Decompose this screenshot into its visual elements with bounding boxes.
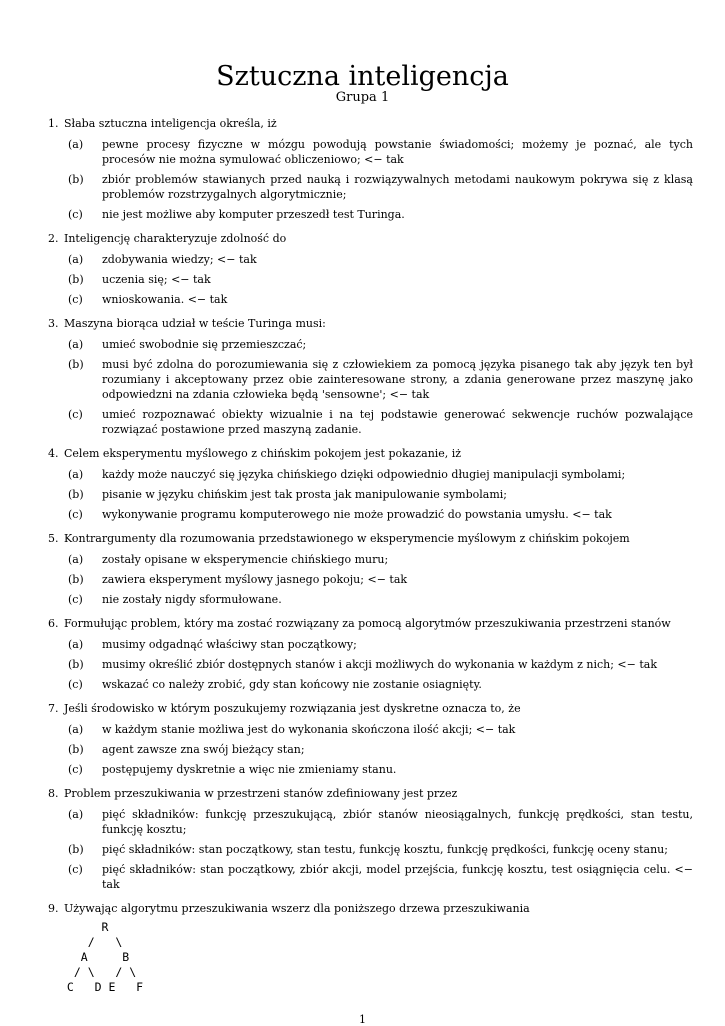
option-label: (a)	[68, 138, 84, 151]
answer-option	[64, 862, 693, 892]
option-label: (a)	[68, 468, 84, 481]
question-number: 3.	[48, 317, 59, 330]
page-title: Sztuczna inteligencja	[216, 61, 509, 92]
question-number: 7.	[48, 702, 59, 715]
answer-options	[64, 552, 693, 607]
option-text: wnioskowania. <− tak	[102, 293, 228, 306]
answer-option	[64, 272, 693, 287]
answer-option	[64, 467, 693, 482]
option-text: pięć składników: funkcję przeszukującą, zbiór stanów nieosiągalnych, funkcję prędkości, stan testu, funkcję kosztu;	[102, 808, 693, 836]
option-label: (b)	[68, 173, 84, 186]
option-text: pewne procesy fizyczne w mózgu powodują powstanie świadomości; możemy je poznać, ale tych procesów nie można symulować obliczeniowo; <− tak	[102, 138, 693, 166]
answer-option	[64, 762, 693, 777]
question-list	[48, 116, 693, 925]
answer-options	[64, 722, 693, 777]
answer-option	[64, 677, 693, 692]
answer-option	[64, 722, 693, 737]
option-text: musi być zdolna do porozumiewania się z człowiekiem za pomocą języka pisanego tak aby język ten był rozumiany i akceptowany przez obie zainteresowane strony, a zdania generowane przez maszynę jako odpowiedzni na zdania człowieka będą 'sensowne'; <− tak	[102, 358, 693, 401]
option-text: musimy odgadnąć właściwy stan początkowy;	[102, 638, 357, 651]
option-label: (a)	[68, 253, 84, 266]
option-label: (b)	[68, 658, 84, 671]
question-text: Jeśli środowisko w którym poszukujemy rozwiązania jest dyskretne oznacza to, że	[64, 702, 521, 715]
option-label: (b)	[68, 743, 84, 756]
answer-option	[64, 592, 693, 607]
option-label: (a)	[68, 553, 84, 566]
answer-option	[64, 407, 693, 437]
question-item	[48, 901, 693, 916]
question-number: 9.	[48, 902, 59, 915]
option-text: pięć składników: stan początkowy, zbiór akcji, model przejścia, funkcję kosztu, test osiągnięcia celu. <− tak	[102, 863, 693, 891]
option-label: (c)	[68, 863, 83, 876]
question-item	[48, 231, 693, 307]
option-text: nie jest możliwe aby komputer przeszedł test Turinga.	[102, 208, 405, 221]
question-number: 4.	[48, 447, 59, 460]
answer-options	[64, 637, 693, 692]
question-text: Formułując problem, który ma zostać rozwiązany za pomocą algorytmów przeszukiwania przestrzeni stanów	[64, 617, 671, 630]
answer-option	[64, 742, 693, 757]
option-text: każdy może nauczyć się języka chińskiego dzięki odpowiednio długiej manipulacji symbolami;	[102, 468, 626, 481]
option-label: (c)	[68, 408, 83, 421]
question-number: 1.	[48, 117, 59, 130]
option-text: umieć rozpoznawać obiekty wizualnie i na tej podstawie generować sekwencje ruchów pozwalające rozwiązać postawione przed maszyną zadanie.	[102, 408, 693, 436]
option-label: (c)	[68, 678, 83, 691]
option-label: (c)	[68, 763, 83, 776]
option-text: postępujemy dyskretnie a więc nie zmieniamy stanu.	[102, 763, 397, 776]
answer-options	[64, 337, 693, 437]
option-label: (c)	[68, 293, 83, 306]
option-text: uczenia się; <− tak	[102, 273, 211, 286]
option-text: zdobywania wiedzy; <− tak	[102, 253, 257, 266]
page-number: 1	[359, 1013, 366, 1026]
question-text: Kontrargumenty dla rozumowania przedstawionego w eksperymencie myślowym z chińskim pokojem	[64, 532, 630, 545]
answer-option	[64, 207, 693, 222]
question-text: Używając algorytmu przeszukiwania wszerz dla poniższego drzewa przeszukiwania	[64, 902, 530, 915]
answer-option	[64, 137, 693, 167]
question-item	[48, 786, 693, 892]
option-label: (b)	[68, 488, 84, 501]
option-label: (c)	[68, 508, 83, 521]
question-item	[48, 531, 693, 607]
option-text: pięć składników: stan początkowy, stan testu, funkcję kosztu, funkcję prędkości, funkcję oceny stanu;	[102, 843, 668, 856]
option-text: wskazać co należy zrobić, gdy stan końcowy nie zostanie osiagnięty.	[102, 678, 482, 691]
question-text: Problem przeszukiwania w przestrzeni stanów zdefiniowany jest przez	[64, 787, 458, 800]
question-item	[48, 116, 693, 222]
option-text: zbiór problemów stawianych przed nauką i rozwiązywalnych metodami naukowym pokrywa się z klasą problemów rozstrzygalnych algorytmicznie;	[102, 173, 693, 201]
option-label: (a)	[68, 808, 84, 821]
option-text: wykonywanie programu komputerowego nie może prowadzić do powstania umysłu. <− tak	[102, 508, 612, 521]
answer-option	[64, 292, 693, 307]
option-text: zostały opisane w eksperymencie chińskiego muru;	[102, 553, 389, 566]
question-number: 2.	[48, 232, 59, 245]
question-text: Celem eksperymentu myślowego z chińskim pokojem jest pokazanie, iż	[64, 447, 462, 460]
answer-options	[64, 137, 693, 222]
answer-option	[64, 637, 693, 652]
option-text: musimy określić zbiór dostępnych stanów i akcji możliwych do wykonania w każdym z nich; <− tak	[102, 658, 658, 671]
question-number: 6.	[48, 617, 59, 630]
option-text: pisanie w języku chińskim jest tak prosta jak manipulowanie symbolami;	[102, 488, 507, 501]
option-label: (b)	[68, 358, 84, 371]
option-text: zawiera eksperyment myślowy jasnego pokoju; <− tak	[102, 573, 408, 586]
question-item	[48, 316, 693, 437]
question-item	[48, 616, 693, 692]
answer-option	[64, 572, 693, 587]
option-label: (a)	[68, 338, 84, 351]
answer-option	[64, 172, 693, 202]
answer-option	[64, 357, 693, 402]
answer-option	[64, 807, 693, 837]
option-text: w każdym stanie możliwa jest do wykonania skończona ilość akcji; <− tak	[102, 723, 516, 736]
option-label: (c)	[68, 208, 83, 221]
question-text: Maszyna biorąca udział w teście Turinga musi:	[64, 317, 326, 330]
answer-option	[64, 842, 693, 857]
option-label: (c)	[68, 593, 83, 606]
search-tree-diagram: R / \ A B / \ / \ C D E F	[66, 920, 144, 994]
answer-option	[64, 507, 693, 522]
question-text: Inteligencję charakteryzuje zdolność do	[64, 232, 287, 245]
answer-option	[64, 552, 693, 567]
option-label: (a)	[68, 723, 84, 736]
question-text: Słaba sztuczna inteligencja określa, iż	[64, 117, 277, 130]
answer-options	[64, 807, 693, 892]
answer-option	[64, 487, 693, 502]
question-number: 5.	[48, 532, 59, 545]
option-text: umieć swobodnie się przemieszczać;	[102, 338, 307, 351]
answer-options	[64, 467, 693, 522]
answer-option	[64, 252, 693, 267]
option-text: nie zostały nigdy sformułowane.	[102, 593, 282, 606]
option-label: (a)	[68, 638, 84, 651]
option-label: (b)	[68, 573, 84, 586]
question-number: 8.	[48, 787, 59, 800]
question-item	[48, 701, 693, 777]
answer-options	[64, 252, 693, 307]
answer-option	[64, 337, 693, 352]
option-label: (b)	[68, 273, 84, 286]
question-item	[48, 446, 693, 522]
option-label: (b)	[68, 843, 84, 856]
answer-option	[64, 657, 693, 672]
option-text: agent zawsze zna swój bieżący stan;	[102, 743, 305, 756]
page-subtitle: Grupa 1	[335, 90, 390, 105]
